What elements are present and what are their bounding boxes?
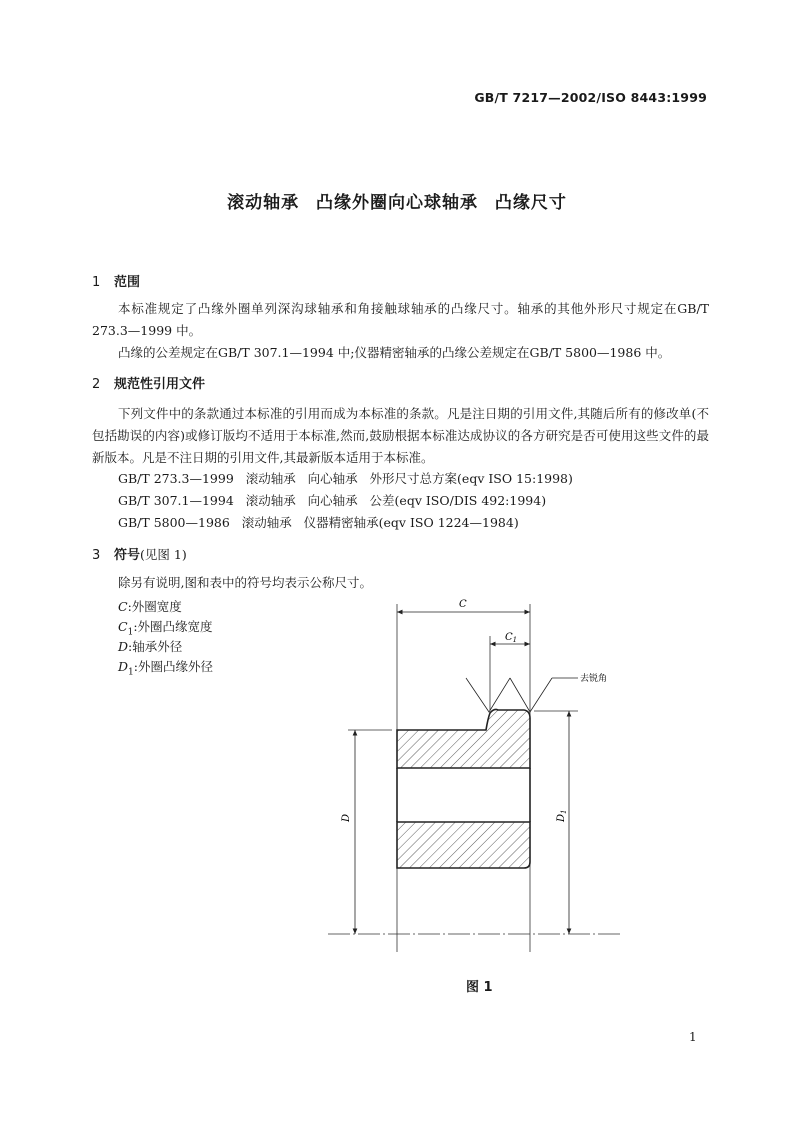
section-title: 规范性引用文件: [114, 377, 206, 392]
symbol-description: :外圈宽度: [127, 599, 182, 614]
section-number: 1: [92, 275, 101, 290]
symbol-letter: D: [118, 639, 129, 654]
reference-item: GB/T 273.3—1999 滚动轴承 向心轴承 外形尺寸总方案(eqv ISO 15:1998): [118, 471, 573, 486]
section-title-suffix: (见图 1): [140, 547, 187, 562]
section-1-paragraph-1: 本标准规定了凸缘外圈单列深沟球轴承和角接触球轴承的凸缘尺寸。轴承的其他外形尺寸规定在GB/T 273.3—1999 中。: [92, 301, 709, 338]
reference-item: GB/T 307.1—1994 滚动轴承 向心轴承 公差(eqv ISO/DIS 492:1994): [118, 493, 547, 508]
reference-item: GB/T 5800—1986 滚动轴承 仪器精密轴承(eqv ISO 1224—1984): [118, 515, 519, 530]
section-number: 2: [92, 377, 101, 392]
symbol-description: :轴承外径: [128, 639, 183, 654]
bearing-section-lower: [397, 822, 530, 868]
symbol-subscript: 1: [127, 627, 134, 638]
section-title: 范围: [114, 275, 141, 290]
standard-number: GB/T 7217—2002/ISO 8443:1999: [474, 90, 707, 105]
section-2-paragraph: 下列文件中的条款通过本标准的引用而成为本标准的条款。凡是注日期的引用文件,其随后所有的修改单(不包括勘误的内容)或修订版均不适用于本标准,然而,鼓励根据本标准达成协议的各方研究是否可使用这些文件的最新版本。凡是不注日期的引用文件,其最新版本适用于本标准。: [92, 406, 709, 465]
bearing-section-upper: [397, 709, 530, 768]
chamfer-callout: [510, 678, 552, 712]
symbol-letter: C: [118, 599, 128, 614]
symbol-description: :外圈凸缘宽度: [133, 619, 213, 634]
section-title: 符号: [114, 548, 141, 563]
dimension-label-D: D: [341, 813, 352, 822]
page-number: 1: [689, 1030, 697, 1044]
section-1-paragraph-2: 凸缘的公差规定在GB/T 307.1—1994 中;仪器精密轴承的凸缘公差规定在GB/T 5800—1986 中。: [118, 345, 671, 360]
dimension-label-D1: $D_1$: [556, 809, 568, 822]
document-title: 滚动轴承 凸缘外圈向心球轴承 凸缘尺寸: [227, 193, 567, 213]
chamfer-note: 去锐角: [580, 674, 608, 684]
dimension-label-C: C: [459, 599, 467, 610]
symbol-letter: C: [118, 619, 128, 634]
chamfer-callout: [466, 678, 510, 712]
symbol-description: :外圈凸缘外径: [133, 659, 213, 674]
figure-caption: 图 1: [466, 980, 493, 995]
section-number: 3: [92, 548, 101, 563]
dimension-label-C1: $C_1$: [505, 632, 518, 644]
symbols-intro: 除另有说明,图和表中的符号均表示公称尺寸。: [118, 575, 372, 590]
symbol-subscript: 1: [128, 667, 134, 678]
symbol-letter: D: [118, 659, 129, 674]
